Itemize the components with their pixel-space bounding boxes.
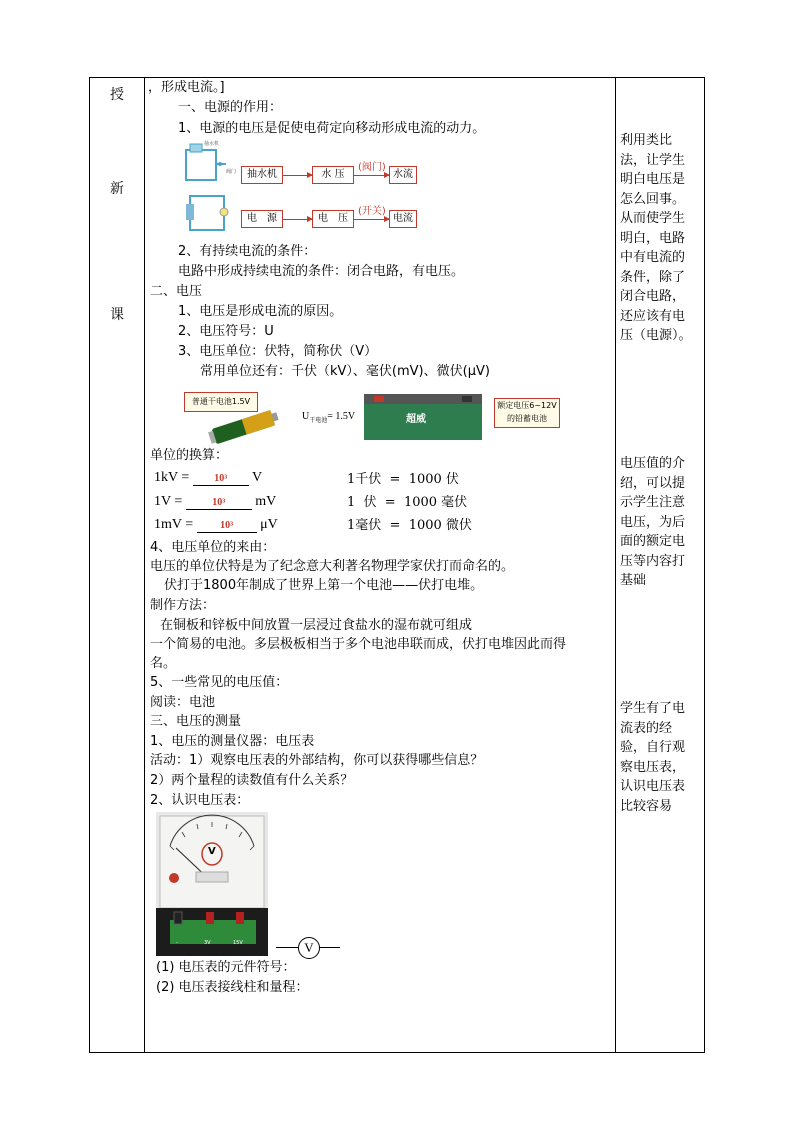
pic-label-pump: 抽水机 — [204, 141, 220, 147]
text-line: 制作方法： — [150, 598, 216, 613]
box-voltage: 电 压 — [312, 210, 354, 228]
text-line: 2、认识电压表： — [150, 793, 250, 808]
lead-acid-battery-picture — [362, 390, 492, 442]
text-line: 活动：1）观察电压表的外部结构，你可以获得哪些信息？ — [150, 753, 484, 768]
voltmeter-symbol-letter: V — [298, 937, 320, 959]
text-line: (2) 电压表接线柱和量程： — [156, 980, 309, 995]
text-line: 在铜板和锌板中间放置一层浸过食盐水的湿布就可组成 — [160, 618, 473, 633]
battery-brand: 超威 — [406, 414, 426, 425]
text-line: 单位的换算： — [150, 448, 229, 463]
note-voltmeter: 学生有了电流表的经验，自行观察电压表，认识电压表比较容易 — [620, 701, 686, 814]
terminal-label-negative: - — [176, 940, 178, 946]
text-line: 2、有持续电流的条件： — [178, 244, 317, 259]
left-label-shou: 授 — [110, 87, 124, 103]
arrow-icon — [282, 175, 312, 176]
box-current: 电流 — [389, 210, 417, 228]
conversion-microvolt: 1毫伏 = 1000 微伏 — [347, 518, 472, 533]
left-label-xin: 新 — [110, 181, 124, 197]
text-line: 常用单位还有：千伏（kV）、毫伏(mV)、微伏(μV) — [200, 364, 490, 379]
arrow-icon — [353, 175, 389, 176]
text-line: (1) 电压表的元件符号： — [156, 960, 296, 975]
text-line: 1、电压是形成电流的原因。 — [178, 304, 343, 319]
section-voltage: 二、电压 — [150, 284, 203, 299]
note-analogy: 利用类比法，让学生明白电压是怎么回事。从而使学生明白，电路中有电流的条件，除了闭合电路，还应该有电压（电源）。 — [620, 133, 692, 343]
dry-battery-formula: $U_{干电池}= 1.5V$ — [302, 411, 356, 424]
text-line: 一个简易的电池。多层极板相当于多个电池串联而成，伏打电堆因此而得 — [150, 637, 567, 652]
box-power-source: 电 源 — [241, 210, 283, 228]
text-line: 5、一些常见的电压值： — [150, 675, 289, 690]
dry-battery-label: 普通干电池1.5V — [184, 392, 258, 412]
text-line: 1、电源的电压是促使电荷定向移动形成电流的动力。 — [178, 121, 486, 136]
electric-circuit-picture — [182, 190, 238, 238]
text-line: 电路中形成持续电流的条件：闭合电路，有电压。 — [178, 264, 465, 279]
text-line: 2）两个量程的读数值有什么关系？ — [150, 773, 354, 788]
dial-letter: V — [208, 846, 216, 857]
arrow-icon — [353, 219, 389, 220]
conversion-millivolt: 1 伏 = 1000 毫伏 — [347, 495, 468, 510]
column-divider-left — [144, 78, 145, 1052]
lead-battery-label: 额定电压6~12V 的铅蓄电池 — [494, 398, 560, 428]
unit-row-kv: 1kV = 10³ V — [154, 470, 263, 485]
unit-row-mv: 1mV = 10³ μV — [154, 517, 278, 532]
unit-row-v: 1V = 10³ mV — [154, 494, 277, 509]
text-line: 阅读：电池 — [150, 695, 216, 710]
conversion-kilovolt: 1千伏 = 1000 伏 — [347, 472, 459, 487]
text-line: 2、电压符号：U — [178, 324, 274, 339]
voltmeter-symbol — [276, 936, 344, 960]
pic-label-valve: 阀门 — [226, 169, 237, 175]
text-line: 伏打于1800年制成了世界上第一个电池——伏打电堆。 — [164, 578, 484, 593]
section-measurement: 三、电压的测量 — [150, 714, 242, 729]
text-line: 1、电压的测量仪器：电压表 — [150, 734, 315, 749]
label-valve: (阀门) — [358, 162, 386, 173]
box-water-pressure: 水 压 — [312, 166, 354, 184]
column-divider-right — [615, 78, 616, 1052]
text-line: 名。 — [150, 656, 177, 671]
box-pump: 抽水机 — [241, 166, 283, 184]
note-voltage-values: 电压值的介绍，可以提示学生注意电压，为后面的额定电压等内容打基础 — [620, 456, 686, 588]
text-line: ，形成电流。] — [148, 80, 225, 95]
left-label-ke: 课 — [110, 307, 124, 323]
label-switch: (开关) — [358, 206, 386, 217]
lesson-table — [89, 77, 705, 1053]
terminal-label-15v: 15V — [233, 940, 243, 946]
text-line: 电压的单位伏特是为了纪念意大利著名物理学家伏打而命名的。 — [150, 559, 515, 574]
terminal-label-3v: 3V — [204, 940, 211, 946]
text-line: 3、电压单位：伏特，简称伏（V） — [178, 344, 378, 359]
dry-battery-picture — [182, 388, 288, 444]
voltmeter-picture — [156, 812, 268, 956]
section-power-role: 一、电源的作用： — [178, 100, 283, 115]
text-line: 4、电压单位的来由： — [150, 540, 276, 555]
box-water-flow: 水流 — [389, 166, 417, 184]
arrow-icon — [282, 219, 312, 220]
water-circuit-picture — [182, 142, 238, 186]
